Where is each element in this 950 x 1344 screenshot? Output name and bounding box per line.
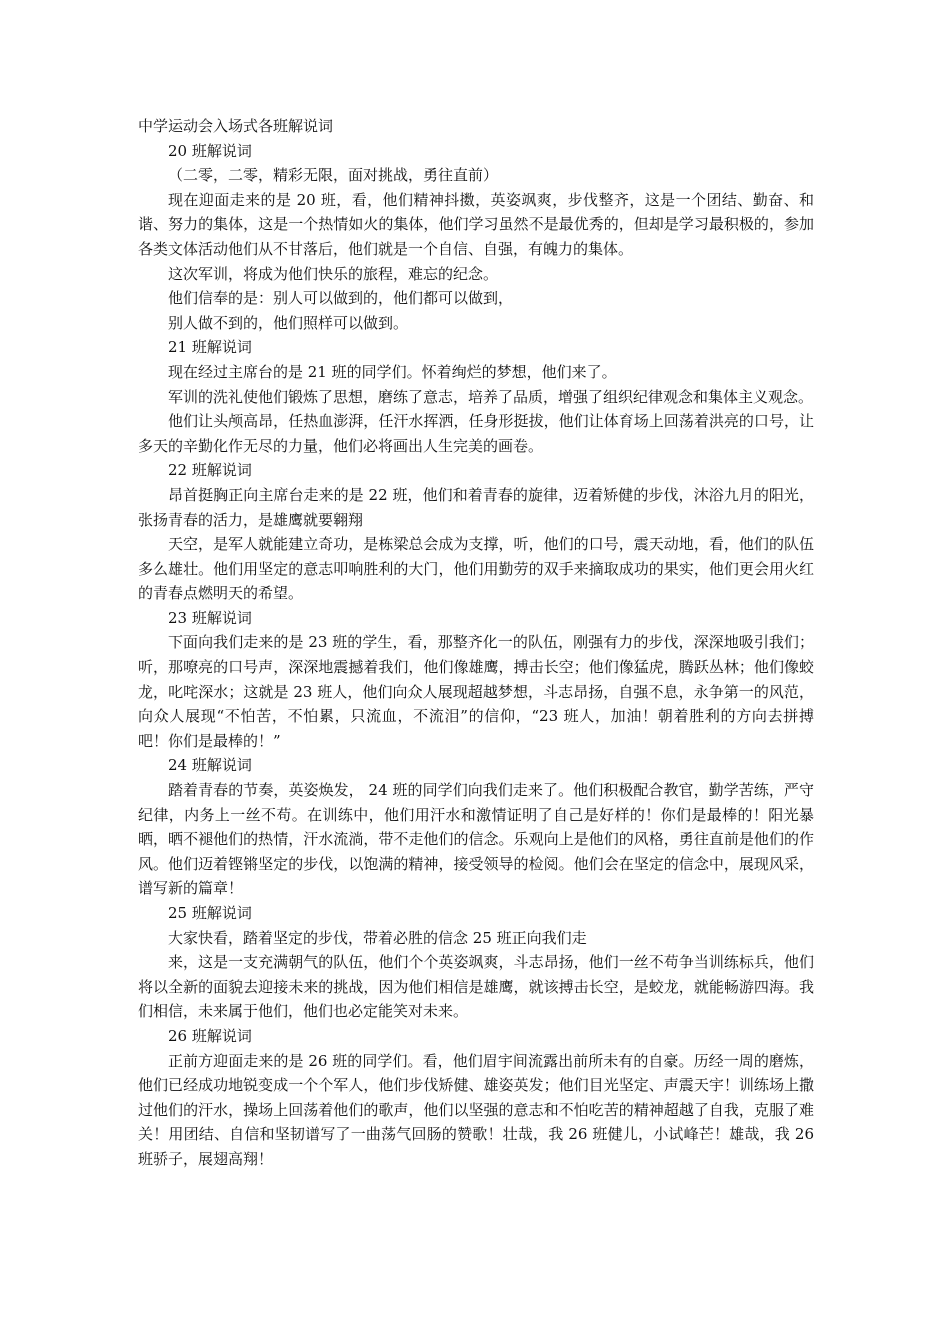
- paragraph: （二零，二零，精彩无限，面对挑战，勇往直前）: [168, 166, 499, 185]
- paragraph: 正前方迎面走来的是 26 班的同学们。看，他们眉宇间流露出前所未有的自豪。历经一周的磨炼，他们已经成功地锐变成一个个军人，他们步伐矫健、雄姿英发；他们目光坚定、声震天宇！训练场上撒过他们的汗水，操场上回荡着他们的歌声，他们以坚强的意志和不怕吃苦的精神超越了自我，克服了难关！用团结、自信和坚韧谱写了一曲荡气回肠的赞歌！壮哉，我 26 班健儿，小试峰芒！雄哉，我 26 班骄子，展翅高翔！: [138, 1051, 814, 1168]
- paragraph: 踏着青春的节奏，英姿焕发， 24 班的同学们向我们走来了。他们积极配合教官，勤学苦练，严守纪律，内务上一丝不苟。在训练中，他们用汗水和激情证明了自己是好样的！你们是最棒的！阳光暴晒，晒不褪他们的热情，汗水流淌，带不走他们的信念。乐观向上是他们的风格，勇往直前是他们的作风。他们迈着铿锵坚定的步伐，以饱满的精神，接受领导的检阅。他们会在坚定的信念中，展现风采，谱写新的篇章！: [138, 781, 814, 898]
- section-heading: 25 班解说词: [168, 904, 252, 922]
- section-class-21: [138, 335, 814, 458]
- paragraph: 这次军训，将成为他们快乐的旅程，难忘的纪念。: [168, 264, 499, 283]
- paragraph: 他们信奉的是：别人可以做到的，他们都可以做到，: [168, 289, 514, 308]
- paragraph: 来，这是一支充满朝气的队伍，他们个个英姿飒爽，斗志昂扬，他们一丝不苟争当训练标兵，他们将以全新的面貌去迎接未来的挑战，因为他们相信是雄鹰，就该搏击长空，是蛟龙，就能畅游四海。我们相信，未来属于他们，他们也必定能笑对未来。: [138, 953, 814, 1021]
- section-heading: 23 班解说词: [168, 608, 252, 627]
- document-page: [138, 114, 814, 1172]
- document-title: 中学运动会入场式各班解说词: [138, 117, 334, 135]
- paragraph: 昂首挺胸正向主席台走来的是 22 班，他们和着青春的旋律，迈着矫健的步伐，沐浴九月的阳光，张扬青春的活力，是雄鹰就要翱翔: [138, 485, 814, 529]
- section-class-24: [138, 753, 814, 901]
- section-class-22: [138, 458, 814, 606]
- paragraph: 现在经过主席台的是 21 班的同学们。怀着绚烂的梦想，他们来了。: [168, 362, 617, 381]
- paragraph: 现在迎面走来的是 20 班，看，他们精神抖擞，英姿飒爽，步伐整齐，这是一个团结、勤奋、和谐、努力的集体，这是一个热情如火的集体，他们学习虽然不是最优秀的，但却是学习最积极的，参加各类文体活动他们从不甘落后，他们就是一个自信、自强，有魄力的集体。: [138, 190, 814, 258]
- paragraph: 下面向我们走来的是 23 班的学生，看，那整齐化一的队伍，刚强有力的步伐，深深地吸引我们；听，那嘹亮的口号声，深深地震撼着我们，他们像雄鹰，搏击长空；他们像猛虎，腾跃丛林；他们像蛟龙，叱咤深水；这就是 23 班人，他们向众人展现超越梦想，斗志昂扬，自强不息，永争第一的风范，向众人展现“不怕苦，不怕累，只流血，不流泪”的信仰，“23 班人，加油！朝着胜利的方向去拼搏吧！你们是最棒的！”: [138, 633, 814, 750]
- section-heading: 24 班解说词: [168, 756, 252, 775]
- section-class-23: [138, 606, 814, 754]
- paragraph: 别人做不到的，他们照样可以做到。: [168, 313, 409, 332]
- section-class-20: [138, 139, 814, 336]
- paragraph: 他们让头颅高昂，任热血澎湃，任汗水挥洒，任身形挺拔，他们让体育场上回荡着洪亮的口号，让多天的辛勤化作无尽的力量，他们必将画出人生完美的画卷。: [138, 412, 814, 455]
- section-heading: 21 班解说词: [168, 338, 252, 357]
- paragraph: 天空，是军人就能建立奇功，是栋梁总会成为支撑，听，他们的口号，震天动地，看，他们的队伍多么雄壮。他们用坚定的意志叩响胜利的大门，他们用勤劳的双手来摘取成功的果实，他们更会用火红的青春点燃明天的希望。: [138, 535, 814, 603]
- section-heading: 22 班解说词: [168, 461, 252, 480]
- section-heading: 26 班解说词: [168, 1026, 252, 1045]
- section-class-26: [138, 1024, 814, 1172]
- section-class-25: [138, 901, 814, 1024]
- paragraph: 军训的洗礼使他们锻炼了思想，磨练了意志，培养了品质，增强了组织纪律观念和集体主义观念。: [168, 387, 814, 406]
- paragraph: 大家快看，踏着坚定的步伐，带着必胜的信念 25 班正向我们走: [168, 928, 587, 947]
- section-heading: 20 班解说词: [168, 141, 252, 160]
